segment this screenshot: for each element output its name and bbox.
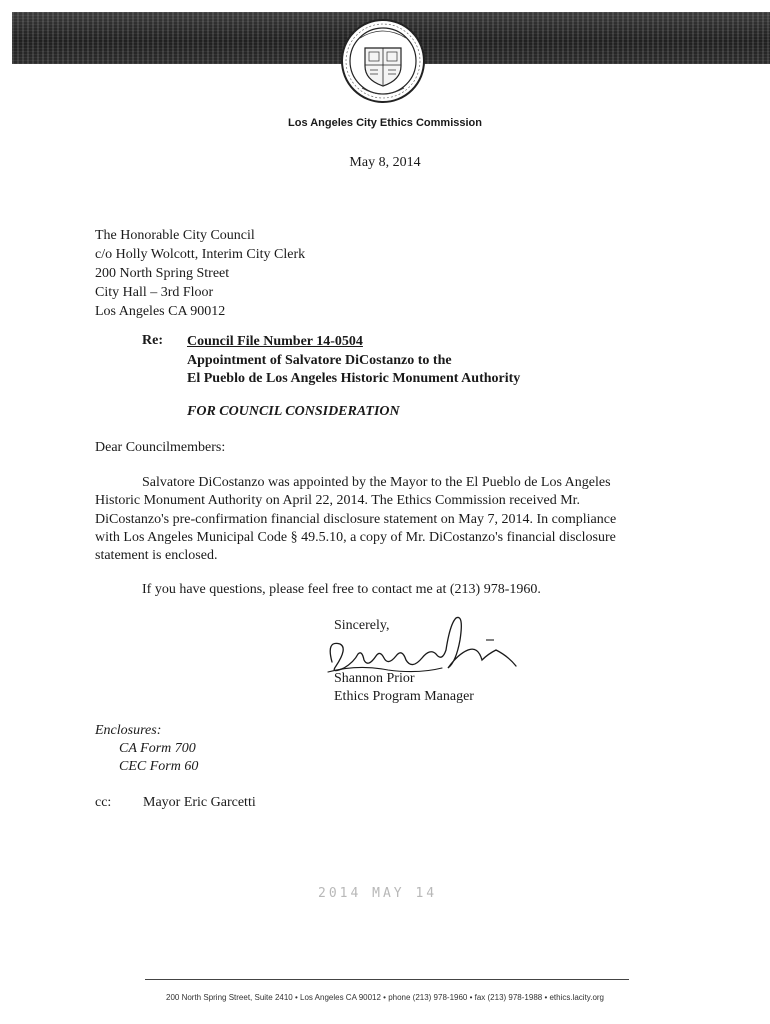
subject-block bbox=[187, 333, 520, 389]
signer-name: Shannon Prior bbox=[334, 671, 415, 686]
recipient-line: Los Angeles CA 90012 bbox=[95, 304, 226, 319]
body-line: Salvatore DiCostanzo was appointed by the Mayor to the El Pueblo de Los Angeles bbox=[142, 475, 611, 490]
closing: Sincerely, bbox=[334, 618, 390, 633]
enclosure-item: CA Form 700 bbox=[119, 741, 196, 756]
body-line: DiCostanzo's pre-confirmation financial disclosure statement on May 7, 2014. In compliance bbox=[95, 511, 617, 527]
body-paragraph bbox=[95, 474, 665, 565]
council-file-number: Council File Number 14-0504 bbox=[187, 334, 363, 349]
received-stamp: 2014 MAY 14 bbox=[318, 886, 438, 901]
recipient-line: The Honorable City Council bbox=[95, 228, 255, 243]
cc-recipient: Mayor Eric Garcetti bbox=[143, 795, 256, 810]
footer-contact: 200 North Spring Street, Suite 2410 • Los Angeles CA 90012 • phone (213) 978-1960 • fax (213) 978-1988 • ethics.lacity.org bbox=[166, 993, 604, 1002]
consideration-heading: FOR COUNCIL CONSIDERATION bbox=[187, 404, 400, 419]
enclosures-block bbox=[95, 722, 198, 776]
enclosure-item: CEC Form 60 bbox=[119, 759, 199, 774]
recipient-line: City Hall – 3rd Floor bbox=[95, 285, 214, 300]
subject-line: El Pueblo de Los Angeles Historic Monument Authority bbox=[187, 371, 521, 386]
recipient-line: 200 North Spring Street bbox=[95, 266, 230, 281]
enclosures-label: Enclosures: bbox=[95, 723, 162, 738]
recipient-address bbox=[95, 226, 305, 321]
city-seal-icon bbox=[340, 18, 426, 104]
cc-label: cc: bbox=[95, 795, 112, 810]
letter-date: May 8, 2014 bbox=[349, 155, 421, 170]
body-line: Historic Monument Authority on April 22, 2014. The Ethics Commission received Mr. bbox=[95, 493, 581, 509]
recipient-line: c/o Holly Wolcott, Interim City Clerk bbox=[95, 247, 306, 262]
subject-line: Appointment of Salvatore DiCostanzo to the bbox=[187, 352, 452, 368]
body-line: statement is enclosed. bbox=[95, 548, 218, 564]
signer-title: Ethics Program Manager bbox=[334, 689, 474, 704]
cc-line bbox=[95, 795, 256, 811]
body-line: with Los Angeles Municipal Code § 49.5.10, a copy of Mr. DiCostanzo's financial disclosure bbox=[95, 529, 616, 545]
footer-divider bbox=[145, 979, 629, 980]
contact-paragraph: If you have questions, please feel free to contact me at (213) 978-1960. bbox=[142, 582, 541, 597]
signer-block bbox=[334, 670, 474, 706]
organization-name: Los Angeles City Ethics Commission bbox=[288, 117, 482, 129]
subject-label: Re: bbox=[142, 333, 163, 348]
salutation: Dear Councilmembers: bbox=[95, 440, 226, 455]
